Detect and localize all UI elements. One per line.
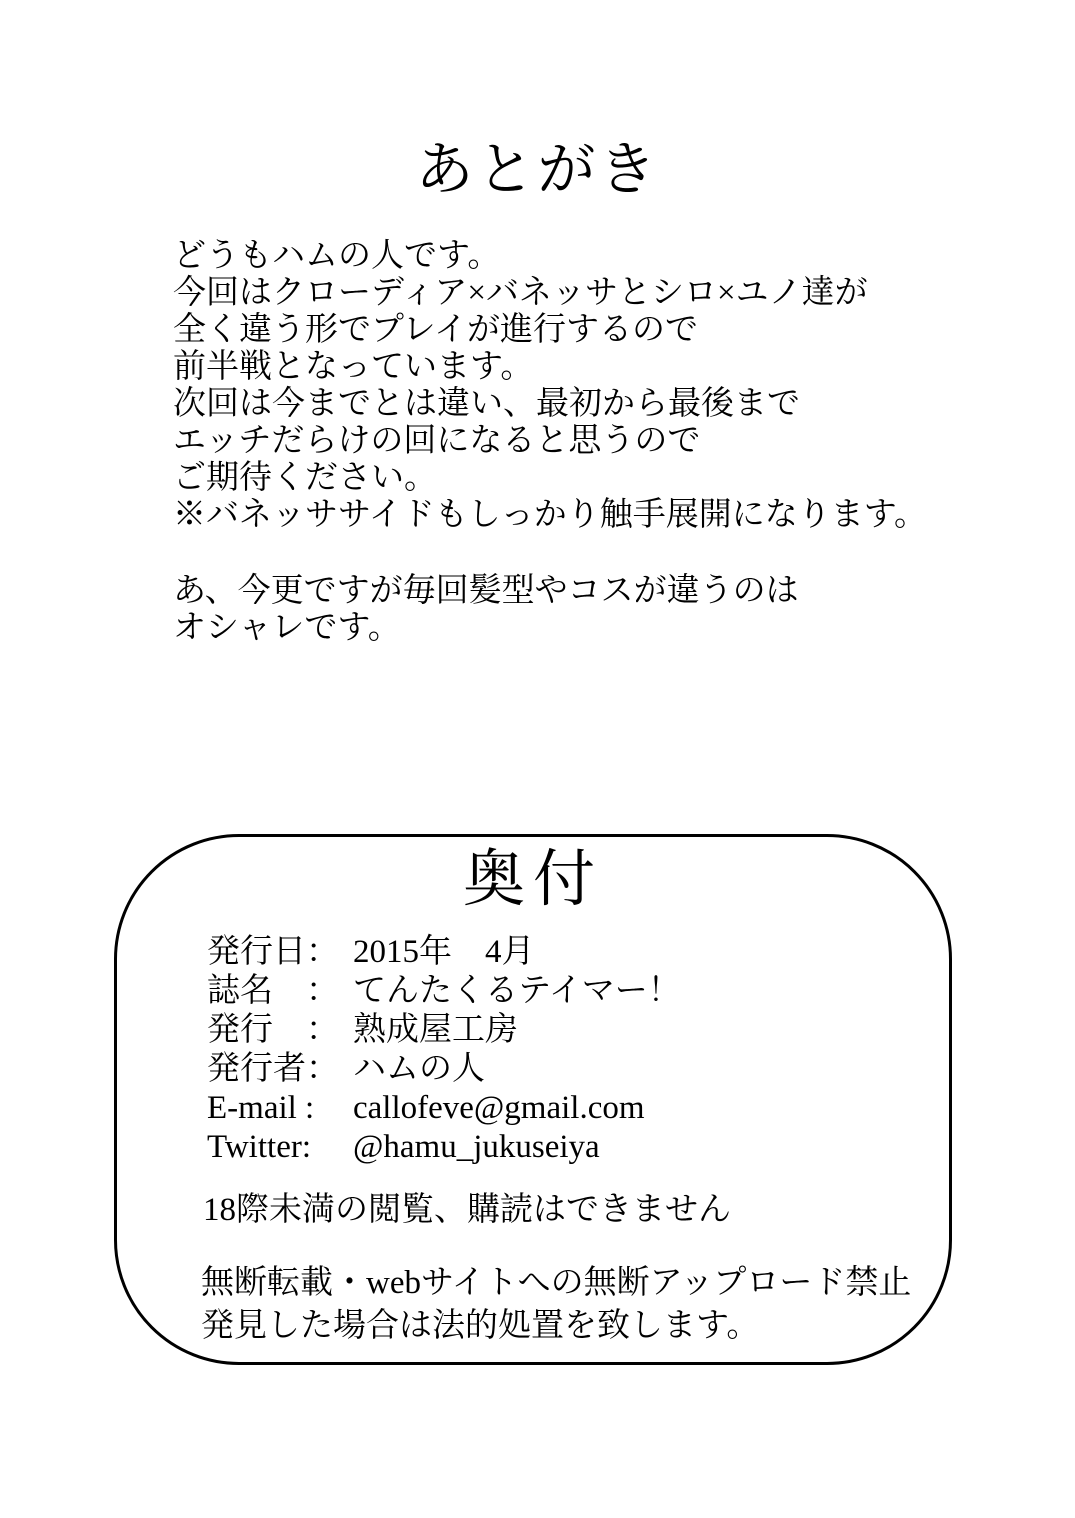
page-title: あとがき [415, 137, 660, 202]
afterword-line: 全く違う形でプレイが進行するので [173, 312, 699, 348]
colophon-row-value: てんたくるテイマー！ [353, 973, 681, 1009]
warning-line: 無断転載・webサイトへの無断アップロード禁止 [201, 1265, 912, 1301]
colophon-row-author [207, 1050, 949, 1089]
afterword-line: エッチだらけの回になると思うので [173, 423, 701, 459]
reproduction-warning [201, 1262, 949, 1348]
colophon-row-label: 発行日： [207, 934, 339, 970]
afterword-line: 次回は今までとは違い、最初から最後まで [173, 386, 800, 422]
afterword-line: オシャレです。 [173, 610, 401, 646]
colophon-row-value: ハムの人 [353, 1051, 485, 1087]
colophon-row-label: 発行者： [207, 1051, 339, 1087]
age-restriction-notice: 18際未満の閲覧、購読はできません [203, 1192, 731, 1228]
afterword-line: ご期待ください。 [173, 460, 437, 496]
colophon-row-publication-date [207, 933, 949, 972]
colophon-row-email [207, 1089, 949, 1128]
afterword-line: あ、今更ですが毎回髪型やコスが違うのは [173, 573, 799, 609]
colophon-row-value: 2015年 4月 [353, 934, 535, 970]
colophon-row-magazine-title [207, 972, 949, 1011]
colophon-row-label: Twitter: [207, 1129, 311, 1165]
colophon-rows [207, 933, 949, 1167]
colophon-title: 奥付 [462, 846, 603, 914]
afterword-paragraph-1 [173, 238, 927, 534]
afterword-line: 前半戦となっています。 [173, 349, 534, 385]
colophon-row-publisher-circle [207, 1011, 949, 1050]
afterword-line: ※バネッササイドもしっかり触手展開になります。 [173, 497, 928, 533]
colophon-row-label: 誌名 ： [207, 973, 339, 1009]
afterword-line: 今回はクローディア×バネッサとシロ×ユノ達が [173, 275, 868, 311]
twitter-handle-text: @hamu_jukuseiya [353, 1129, 600, 1165]
afterword-line: どうもハムの人です。 [173, 238, 501, 274]
colophon-row-label: 発行 ： [207, 1012, 339, 1048]
colophon-row-twitter [207, 1128, 949, 1167]
warning-line: 発見した場合は法的処置を致します。 [201, 1308, 760, 1344]
colophon-box [114, 834, 952, 1365]
afterword-paragraph-2 [173, 573, 799, 647]
colophon-row-value: 熟成屋工房 [353, 1012, 518, 1048]
email-address-text: callofeve@gmail.com [353, 1090, 645, 1126]
colophon-row-label: E-mail : [207, 1090, 315, 1126]
